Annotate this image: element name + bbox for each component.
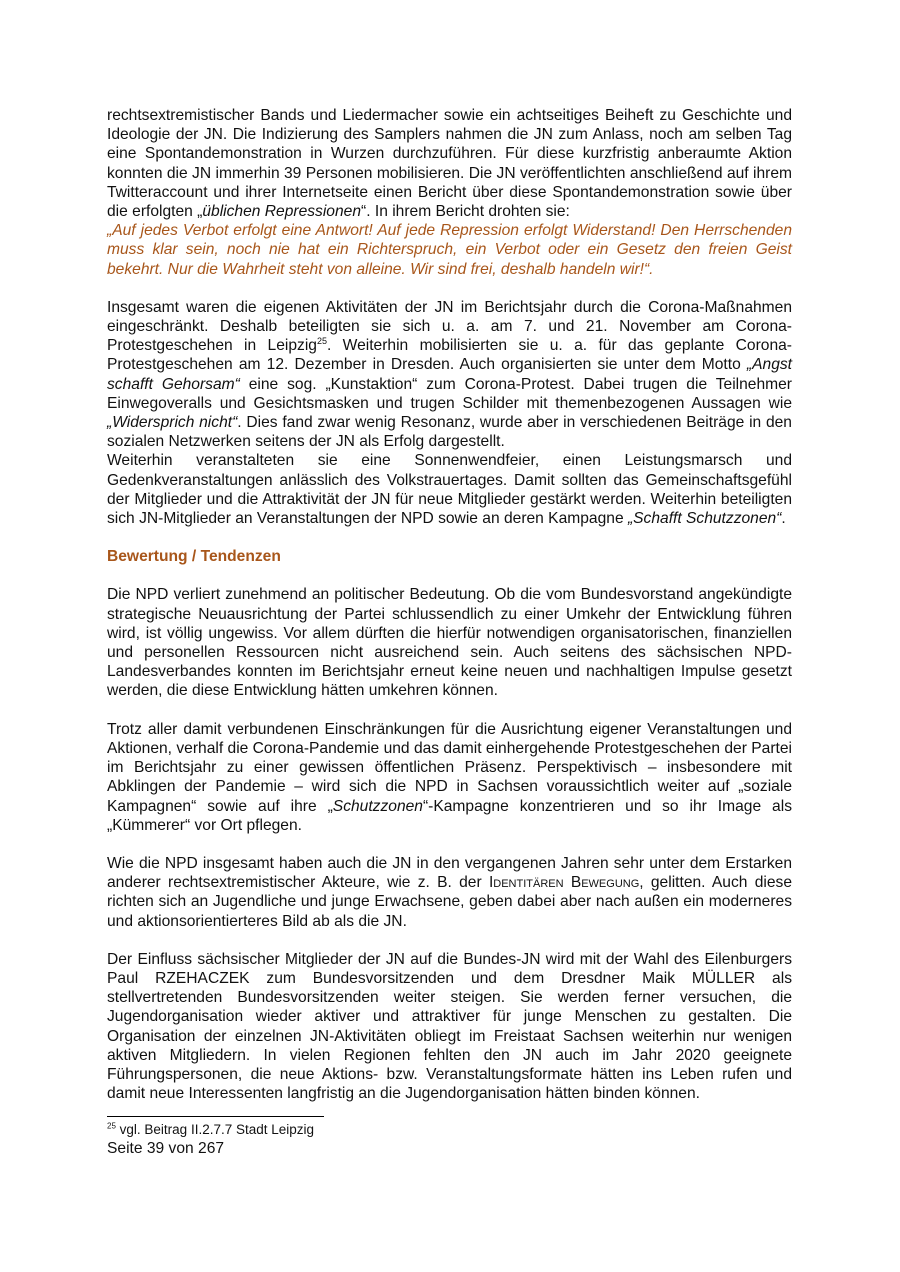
- paragraph-jn-sampler: rechtsextremistischer Bands und Liedermacher sowie ein achtseitiges Beiheft zu Geschichte und Ideologie der JN. Die Indizierung des Samplers nahmen die JN zum Anlass, noch am selben Tag eine Spontandemonstration in Wurzen durchzuführen. Für diese kurzfristig anberaumte Aktion konnten die JN immerhin 39 Personen mobilisieren. Die JN veröffentlichten anschließend auf ihrem Twitteraccount und ihrer Internetseite einen Bericht über diese Spontandemonstration sowie über die erfolgten „üblichen Repressionen“. In ihrem Bericht drohten sie:: [107, 107, 792, 221]
- section-heading: Bewertung / Tendenzen: [107, 548, 281, 566]
- footnote-separator: [107, 1116, 324, 1117]
- document-page: [107, 106, 792, 1158]
- footnote-reference: 25: [316, 336, 327, 347]
- block-quote: „Auf jedes Verbot erfolgt eine Antwort! Auf jede Repression erfolgt Widerstand! Den Herrschenden muss klar sein, noch nie hat ein Richterspruch, ein Verbot oder ein Gesetz den freien Geist bekehrt. Nur die Wahrheit steht von alleine. Wir sind frei, deshalb handeln wir!“.: [107, 222, 792, 278]
- paragraph-jn-events: Weiterhin veranstalteten sie eine Sonnenwendfeier, einen Leistungsmarsch und Gedenkveranstaltungen anlässlich des Volkstrauertages. Damit sollten das Gemeinschaftsgefühl der Mitglieder und die Attraktivität der JN für neue Mitglieder gestärkt werden. Weiterhin beteiligten sich JN-Mitglieder an Veranstaltungen der NPD sowie an deren Kampagne „Schafft Schutzzonen“.: [107, 452, 792, 528]
- paragraph-jn-leadership: Der Einfluss sächsischer Mitglieder der JN auf die Bundes-JN wird mit der Wahl des Eilenburgers Paul RZEHACZEK zum Bundesvorsitzenden und dem Dresdner Maik MÜLLER als stellvertretenden Bundesvorsitzenden weiter steigen. Sie werden ferner versuchen, die Jugendorganisation wieder aktiver und attraktiver für junge Menschen zu gestalten. Die Organisation der einzelnen JN-Aktivitäten obliegt im Freistaat Sachsen weiterhin nur wenigen aktiven Mitgliedern. In vielen Regionen fehlten den JN auch im Jahr 2020 geeignete Führungspersonen, die neue Aktions- bzw. Veranstaltungsformate hätten ins Leben rufen und damit neue Interessenten langfristig an die Jugendorganisation hätten binden können.: [107, 950, 792, 1103]
- paragraph-corona-presence: Trotz aller damit verbundenen Einschränkungen für die Ausrichtung eigener Veranstaltungen und Aktionen, verhalf die Corona-Pandemie und das damit einhergehende Protestgeschehen der Partei im Berichtsjahr zu einer gewissen öffentlichen Präsenz. Perspektivisch – insbesondere mit Abklingen der Pandemie – wird sich die NPD in Sachsen voraussichtlich weiter auf „soziale Kampagnen“ sowie auf ihre „Schutzzonen“-Kampagne konzentrieren und so ihr Image als „Kümmerer“ vor Ort pflegen.: [107, 720, 792, 834]
- footnote: $^{25}$ vgl. Beitrag II.2.7.7 Stadt Leipzig: [107, 1121, 315, 1138]
- paragraph-jn-activities: Insgesamt waren die eigenen Aktivitäten der JN im Berichtsjahr durch die Corona-Maßnahmen eingeschränkt. Deshalb beteiligten sie sich u. a. am 7. und 21. November am Corona-Protestgeschehen in Leipzig$^{25}$. Weiterhin mobilisierten sie u. a. für das geplante Corona-Protestgeschehen am 12. Dezember in Dresden. Auch organisierten sie unter dem Motto „Angst schafft Gehorsam“ eine sog. „Kunstaktion“ zum Corona-Protest. Dabei trugen die Teilnehmer Einwegoveralls und Gesichtsmasken und trugen Schilder mit themenbezogenen Aussagen wie „Widersprich nicht“. Dies fand zwar wenig Resonanz, wurde aber in verschiedenen Beiträge in den sozialen Netzwerken seitens der JN als Erfolg dargestellt.: [107, 298, 792, 451]
- paragraph-npd-relevance: Die NPD verliert zunehmend an politischer Bedeutung. Ob die vom Bundesvorstand angekündigte strategische Neuausrichtung der Partei schlussendlich zu einer Umkehr der Entwicklung führen wird, ist völlig ungewiss. Vor allem dürften die hierfür notwendigen organisatorischen, finanziellen und personellen Ressourcen nicht ausreichend sein. Auch seitens des sächsischen NPD-Landesverbandes konnten im Berichtsjahr erneut keine neuen und nachhaltigen Impulse gesetzt werden, die diese Entwicklung hätten umkehren können.: [107, 586, 792, 700]
- page-number: Seite 39 von 267: [107, 1140, 225, 1158]
- paragraph-jn-competition: Wie die NPD insgesamt haben auch die JN in den vergangenen Jahren sehr unter dem Erstarken anderer rechtsextremistischer Akteure, wie z. B. der Identitären Bewegung, gelitten. Auch diese richten sich an Jugendliche und junge Erwachsene, geben dabei aber nach außen ein moderneres und aktionsorientierteres Bild ab als die JN.: [107, 854, 792, 930]
